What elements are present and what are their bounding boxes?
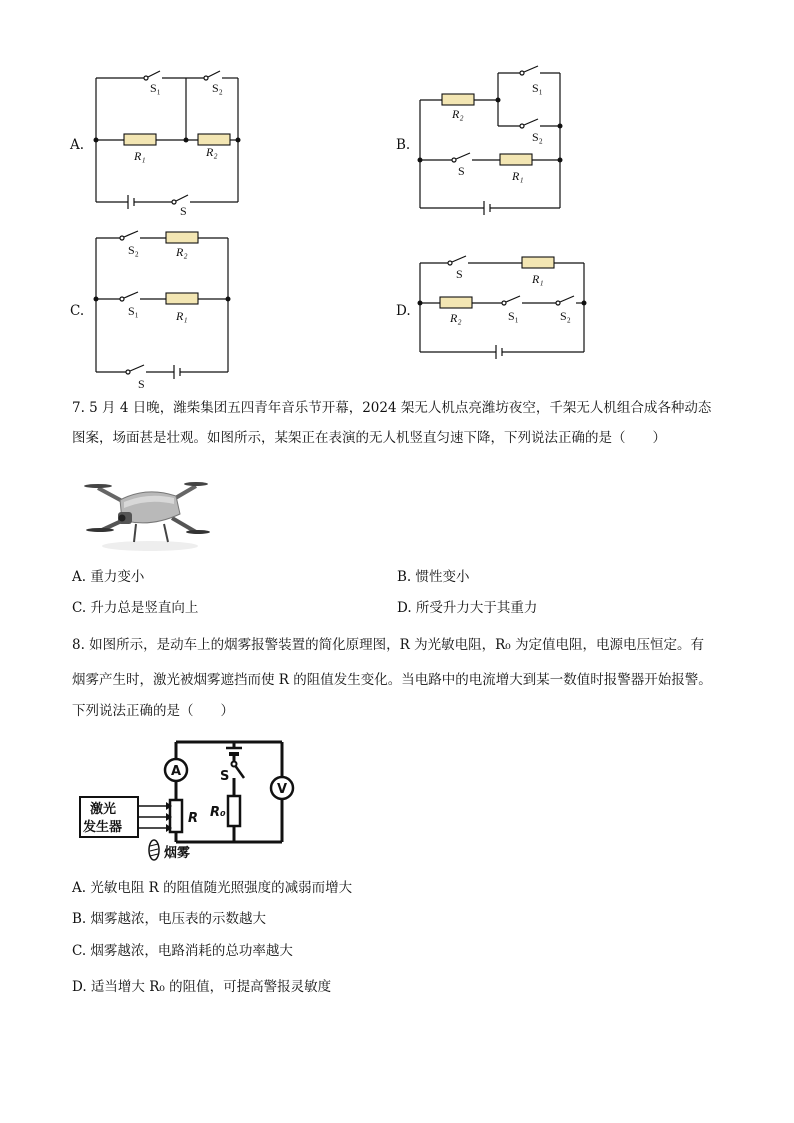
circuit-a-s: S [180, 204, 187, 218]
q8-option-c[interactable]: C. 烟雾越浓，电路消耗的总功率越大 [72, 943, 293, 959]
q7-option-b[interactable]: B. 惯性变小 [397, 569, 470, 585]
circuit-d-s: S [456, 267, 463, 281]
voltmeter-label: V [277, 782, 288, 797]
option-b-label: B. [396, 137, 411, 153]
q8-option-d[interactable]: D. 适当增大 R₀ 的阻值，可提高警报灵敏度 [72, 979, 332, 995]
option-a-label: A. [70, 137, 85, 153]
circuit-b-r2: R₂ [452, 107, 464, 121]
q7-stem-line1: 7. 5 月 4 日晚，潍柴集团五四青年音乐节开幕，2024 架无人机点亮潍坊夜空，千架无人机组合成各种动态 [72, 400, 712, 416]
q8-stem-line1: 8. 如图所示，是动车上的烟雾报警装置的简化原理图，R 为光敏电阻，R₀ 为定值电阻，电源电压恒定。有 [72, 637, 704, 653]
circuit-a-s2: S₂ [212, 81, 223, 95]
ammeter-label: A [171, 764, 182, 779]
circuit-b-r1: R₁ [512, 169, 524, 183]
circuit-c-r2: R₂ [176, 245, 188, 259]
circuit-a-r2: R₂ [206, 145, 218, 159]
resistor-r-label: R [188, 811, 199, 826]
q8-stem-line2: 烟雾产生时，激光被烟雾遮挡而使 R 的阻值发生变化。当电路中的电流增大到某一数值时报警器开始报警。 [72, 672, 712, 688]
q8-option-a[interactable]: A. 光敏电阻 R 的阻值随光照强度的减弱而增大 [72, 880, 353, 896]
circuit-b-s1: S₁ [532, 81, 543, 95]
q7-option-c[interactable]: C. 升力总是竖直向上 [72, 600, 199, 616]
q7-option-d[interactable]: D. 所受升力大于其重力 [397, 600, 538, 616]
circuit-c-s2: S₂ [128, 243, 139, 257]
option-d-label: D. [396, 303, 411, 319]
resistor-r0-label: R₀ [210, 805, 226, 820]
circuit-a-s1: S₁ [150, 81, 161, 95]
smoke-label: 烟雾 [164, 846, 191, 861]
q8-stem-line3: 下列说法正确的是（ ） [72, 703, 234, 719]
option-c-label: C. [70, 303, 85, 319]
circuit-d-s2: S₂ [560, 309, 571, 323]
circuit-b-s: S [458, 164, 465, 178]
q7-stem-line2: 图案，场面甚是壮观。如图所示，某架正在表演的无人机竖直匀速下降，下列说法正确的是（ ） [72, 430, 666, 446]
circuit-c-r1: R₁ [176, 309, 188, 323]
q7-option-a[interactable]: A. 重力变小 [72, 569, 145, 585]
circuit-b-s2: S₂ [532, 130, 543, 144]
circuit-d-r2: R₂ [450, 311, 462, 325]
switch-s-label: S [220, 769, 230, 784]
laser-label-line1: 激光 [90, 802, 117, 817]
circuit-c-s1: S₁ [128, 304, 139, 318]
circuit-d-r1: R₁ [532, 272, 544, 286]
circuit-d-s1: S₁ [508, 309, 519, 323]
laser-label-line2: 发生器 [83, 820, 123, 835]
circuit-c-s: S [138, 377, 145, 391]
circuit-a-r1: R₁ [134, 149, 146, 163]
q8-option-b[interactable]: B. 烟雾越浓，电压表的示数越大 [72, 911, 267, 927]
